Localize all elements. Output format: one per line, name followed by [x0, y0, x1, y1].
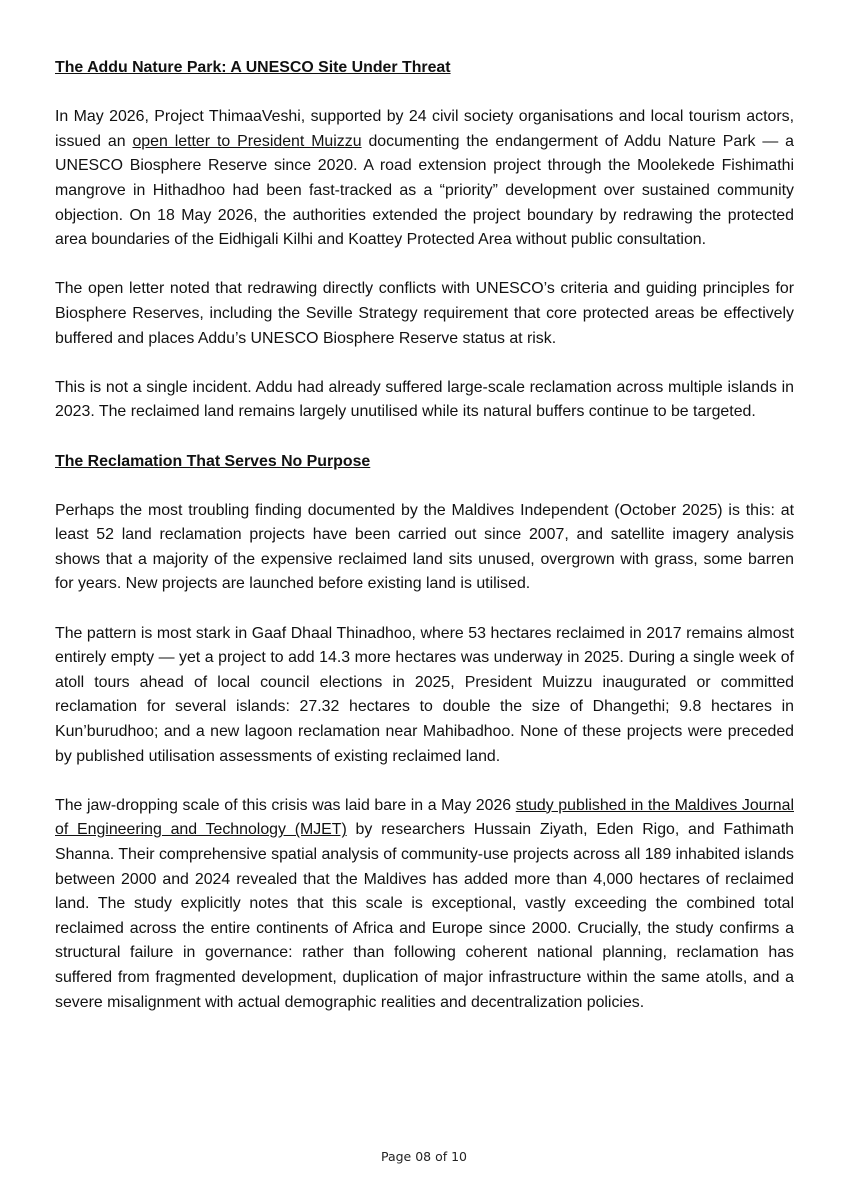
paragraph-mjet-study [55, 794, 794, 1015]
mjet-study-link[interactable]: study published in the Maldives Journal of Engineering and Technology (MJET) [55, 796, 794, 839]
open-letter-link[interactable]: open letter to President Muizzu [132, 132, 362, 150]
paragraph-not-single-incident: This is not a single incident. Addu had already suffered large-scale reclamation across multiple islands in 2023. The reclaimed land remains largely unutilised while its natural buffers continue to be targeted. [55, 378, 794, 421]
paragraph-text: In May 2026, Project ThimaaVeshi, supported by 24 civil society organisations and local tourism actors, issued an [55, 108, 794, 150]
page-number: Page 08 of 10 [380, 1149, 468, 1164]
paragraph-text: documenting the endangerment of Addu Nature Park — a UNESCO Biosphere Reserve since 2020. A road extension project through the Moolekede Fishimathi mangrove in Hithadhoo had been fast-tracked as a “priority” development over sustained community objection. On 18 May 2026, the authorities extended the project boundary by redrawing the protected area boundaries of the Eidhigali Kilhi and Koattey Protected Area without public consultation. [55, 132, 794, 249]
document-body [55, 56, 794, 1040]
paragraph-text: The jaw-dropping scale of this crisis was laid bare in a May 2026 [55, 796, 516, 814]
paragraph-maldives-independent: Perhaps the most troubling finding documented by the Maldives Independent (October 2025) is this: at least 52 land reclamation projects have been carried out since 2007, and satellite imagery analysis shows that a majority of the expensive reclaimed land sits unused, overgrown with grass, some barren for years. New projects are launched before existing land is utilised. [55, 501, 794, 593]
paragraph-thinadhoo: The pattern is most stark in Gaaf Dhaal Thinadhoo, where 53 hectares reclaimed in 2017 remains almost entirely empty — yet a project to add 14.3 more hectares was underway in 2025. During a single week of atoll tours ahead of local council elections in 2025, President Muizzu inaugurated or committed reclamation for several islands: 27.32 hectares to double the size of Dhangethi; 9.8 hectares in Kun’burudhoo; and a new lagoon reclamation near Mahibadhoo. None of these projects were preceded by published utilisation assessments of existing reclaimed land. [55, 624, 794, 765]
paragraph-text: by researchers Hussain Ziyath, Eden Rigo, and Fathimath Shanna. Their comprehensive spatial analysis of community-use projects across all 189 inhabited islands between 2000 and 2024 revealed that the Maldives has added more than 4,000 hectares of reclaimed land. The study explicitly notes that this scale is exceptional, vastly exceeding the combined total reclaimed across the entire continents of Africa and Europe since 2000. Crucially, the study confirms a structural failure in governance: rather than following coherent national planning, reclamation has suffered from fragmented development, duplication of major infrastructure within the same atolls, and a severe misalignment with actual demographic realities and decentralization policies. [55, 821, 795, 1011]
paragraph-unesco-criteria: The open letter noted that redrawing directly conflicts with UNESCO’s criteria and guiding principles for Biosphere Reserves, including the Seville Strategy requirement that core protected areas be effectively buffered and places Addu’s UNESCO Biosphere Reserve status at risk. [55, 280, 794, 347]
section-heading-addu: The Addu Nature Park: A UNESCO Site Under Threat [55, 59, 451, 76]
paragraph-open-letter [55, 105, 794, 253]
section-heading-reclamation: The Reclamation That Serves No Purpose [55, 452, 371, 470]
